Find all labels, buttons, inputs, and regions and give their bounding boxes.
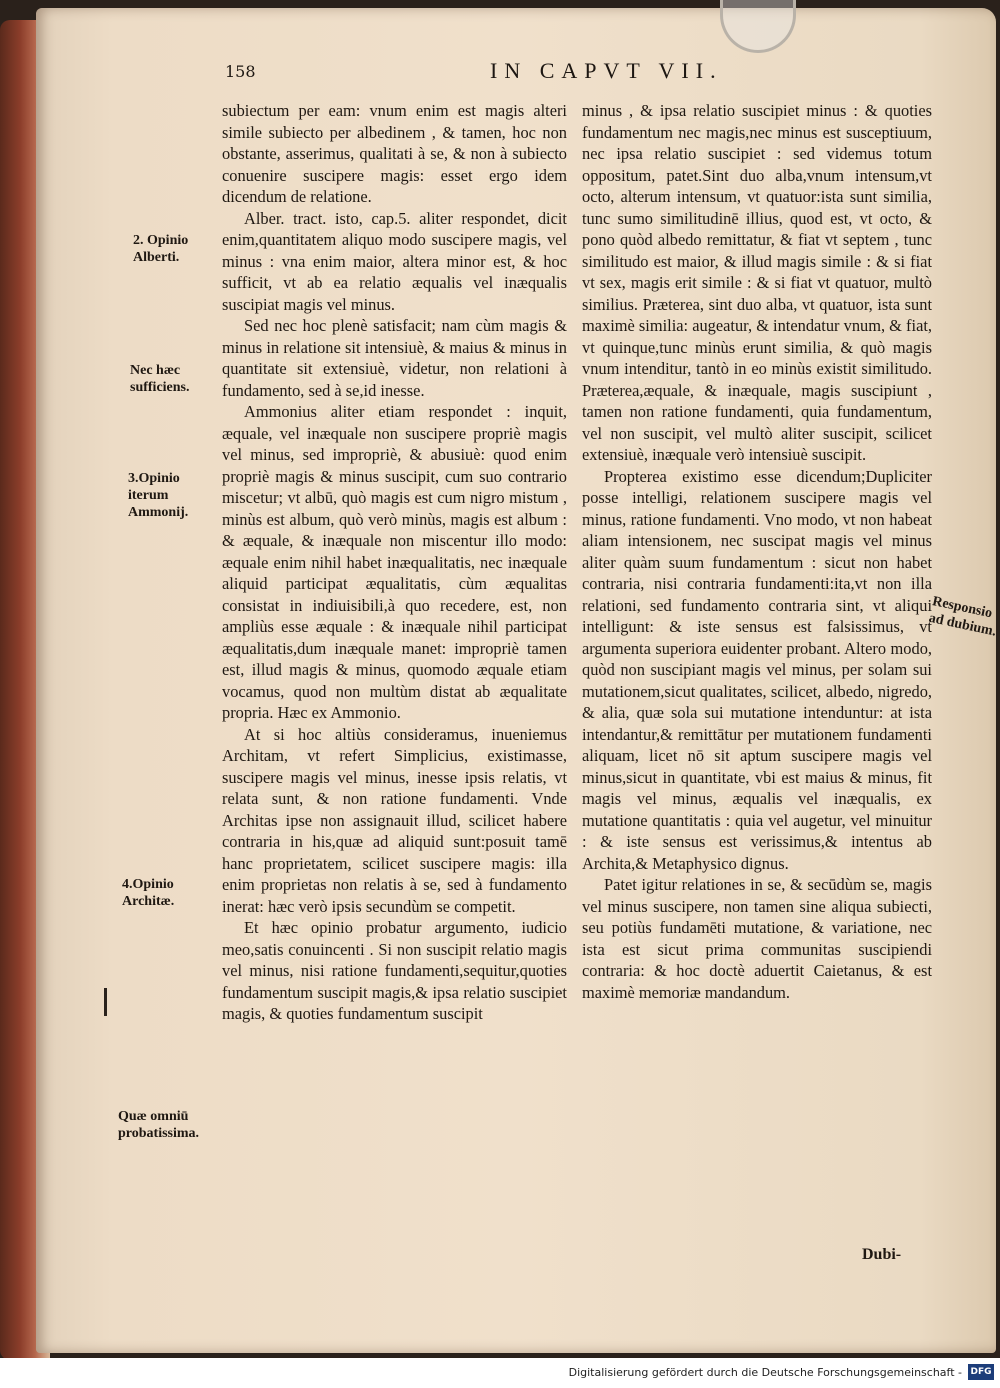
margin-note: 4.Opinio Architæ. xyxy=(122,877,175,909)
footer-bar xyxy=(0,1358,1000,1388)
paragraph: subiectum per eam: vnum enim est magis alteri simile subiecto per albedinem , & tamen, hoc non obstante, asserimus, qualitati à se, & non à subiecto conuenire suscipere magis: esset ergo idem dicendum de relatione. xyxy=(222,101,567,206)
paragraph: At si hoc altiùs consideramus, inueniemus Architam, vt refert Simplicius, existimasse, suscipere magis vel minus, inesse ipsis relatis, vt relata sunt, & non ratione fundamenti. Vnde Architas ipse non assignauit illud, scilicet habere contraria in his,quæ ad aliquid sunt:posuit tamē hanc proprietatem, scilicet suscipere magis: illa enim proprietas non relatis à se, sed à fundamento inerat: hæc verò ipsis secundùm se competit. xyxy=(222,724,567,916)
header-title: IN CAPVT VII. xyxy=(490,58,723,83)
dfg-logo: DFG xyxy=(968,1364,994,1380)
paragraph: Alber. tract. isto, cap.5. aliter respondet, dicit enim,quantitatem aliquo modo suscipere magis, vel minus : vna enim maior, altera minor est, & hoc sufficit, vt ab ea relatio æqualis vel inæqualis suscipiat magis vel minus. xyxy=(222,208,567,314)
catchword: Dubi- xyxy=(862,1246,902,1263)
page-number: 158 xyxy=(225,62,256,81)
paragraph: Sed nec hoc plenè satisfacit; nam cùm magis & minus in relatione sit intensiuè, & maius & minus in quantitate sit extensiuè, videtur, non relationi à fundamento, sed à se,id inesse. xyxy=(222,316,567,400)
footer-text: Digitalisierung gefördert durch die Deutsche Forschungsgemeinschaft - xyxy=(568,1366,962,1379)
margin-note: 2. Opinio Alberti. xyxy=(133,233,189,265)
left-column xyxy=(222,100,567,1250)
margin-note: Nec hæc sufficiens. xyxy=(130,363,190,395)
paragraph: Propterea existimo esse dicendum;Dupliciter posse intelligi, relationem suscipere magis vel minus, ratione fundamenti. Vno modo, vt non habeat aliam intensionem, nec suscipat magis vel minus aliter quàm suum fundamentum : sicut non habet contraria, nisi contraria fundamenti:ita,vt non illa relationi, sed fundamento contraria sint, vt aliqui intelligunt: & iste sensus est falsissimus, vt argumenta superiora euidenter probant. Altero modo, quòd non suscipiant magis vel minus, per solam sui mutationem,sicut qualitates, scilicet, albedo, nigredo, & alia, quæ sola sui mutatione intenduntur: at ista intendantur,& remittātur per mutationem fundamenti aliquam, licet nō sit aptum suscipere magis vel minus,sicut in quantitate, vbi est maius & minus, fit magis vel minus, æqualis vel inæqualis, ex mutatione quantitatis : quia vel augetur, vel minuitur : & iste sensus est verissimus,& intentus ab Archita,& Metaphysico dignus. xyxy=(582,466,932,873)
ink-mark xyxy=(104,988,107,1016)
paragraph: Patet igitur relationes in se, & secūdùm se, magis vel minus suscipere, non tamen sine aliqua subiecti, seu potiùs fundamēti mutatione, & variatione, nec ista est sicut prima communitas suscipiendi contraria: & hoc doctè aduertit Caietanus, & est maximè memoriæ mandandum. xyxy=(582,875,932,1002)
paragraph: minus , & ipsa relatio suscipiet minus : & quoties fundamentum nec magis,nec minus est susceptiuum, nec ipsa relatio suscipiet : sed videmus totum oppositum, patet.Sint duo alba,vnum intensum,vt octo, alterum intensum, vt quatuor:ista sunt similia, tunc sumo similitudinē illius, quod est, vt octo, & pono quòd albedo remittatur, & fiat vt septem , tunc similitudo est maior, & illud magis simile : & si fiat vt sex, magis erit simile : & si fiat vt quatuor, multò similius. Præterea, sint duo alba, vt quatuor, ista sunt maximè similia: augeatur, & intendatur vnum, & fiat, vt quinque,tunc minùs erunt similia, & quò magis vnum intenditur, tantò in eo minùs existit similitudo. Præterea,æquale, & inæquale, magis suscipiunt , tamen non ratione fundamenti, quia fundamentum, vel non suscipit, vel multò aliter suscipit, scilicet extensiuè, inæquale verò intensiuè suscipit. xyxy=(582,101,932,464)
margin-note: Quæ omniū probatissima. xyxy=(118,1109,200,1141)
right-column xyxy=(582,100,932,1250)
margin-note: 3.Opinio iterum Ammonij. xyxy=(128,471,189,520)
margin-note-right: Responsio ad dubium. xyxy=(927,594,998,640)
paragraph: Et hæc opinio probatur argumento, iudicio meo,satis conuincenti . Si non suscipit relatio magis vel minus, nisi ratione fundamenti,sequitur,quoties fundamentum suscipit magis,& ipsa relatio suscipiet magis, & quoties fundamentum suscipit xyxy=(222,918,567,1023)
running-head xyxy=(225,58,945,94)
paragraph: Ammonius aliter etiam respondet : inquit, æquale, vel inæquale non suscipere propriè magis vel minus, sed impropriè, & abusiuè: quod enim propriè magis & minus suscipit, cum suo contrario miscetur; vt albū, quò magis est cum nigro mistum , minùs est album, quò verò minùs, magis est album : & æquale, & inæquale non miscentur illo modo: æquale enim nihil habet inæqualitatis, nec inæquale aliquid participat æqualitatis, cùm æqualitas consistat in indiuisibili,à quo recedere, est, non ampliùs esse æquale : & inæquale nihil participat æqualitatis,dum inæquale manet: impropriè tamen est, illud magis & minus, quomodo æquale etiam vocamus, quod non multùm distat ab æqualitate propria. Hæc ex Ammonio. xyxy=(222,402,567,722)
